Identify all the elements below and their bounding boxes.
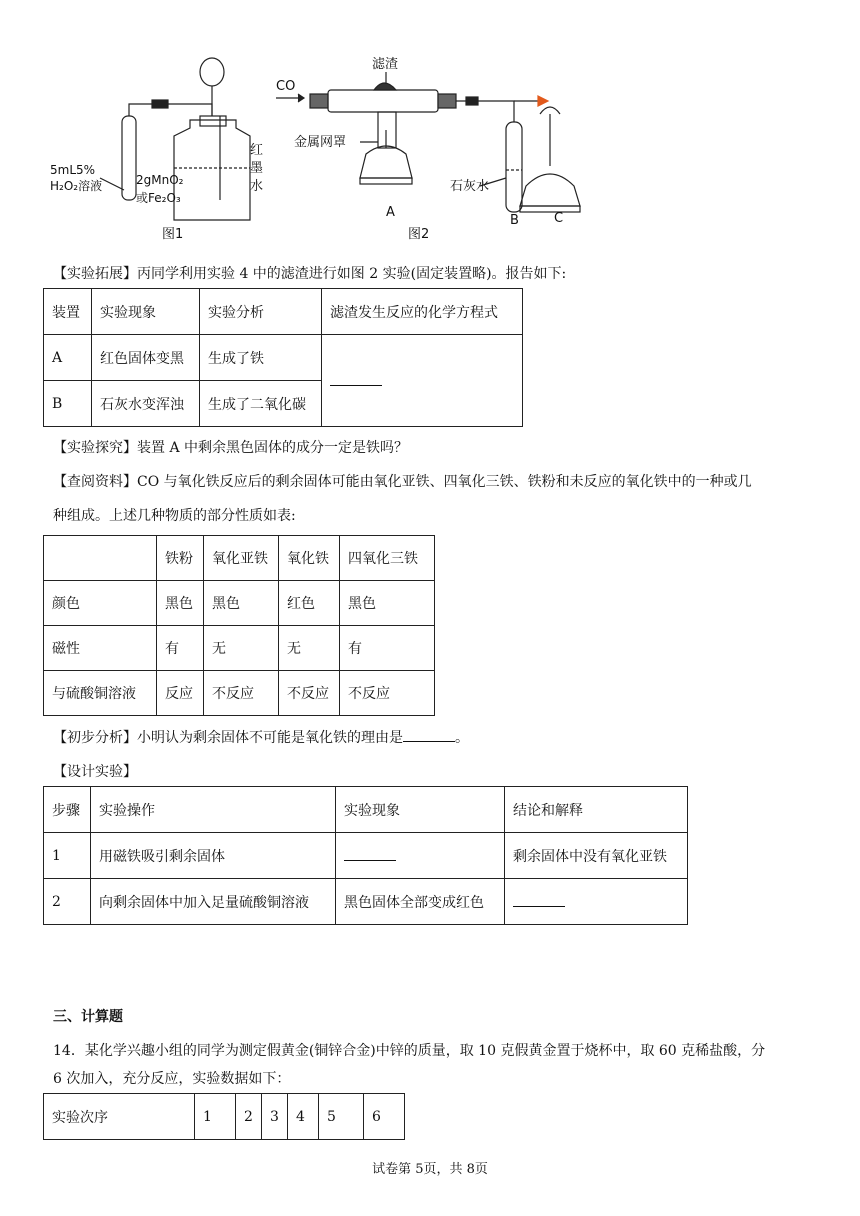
table3-header: 结论和解释 [505, 787, 688, 833]
section-heading: 三、计算题 [53, 1009, 123, 1025]
table2-cell: 不反应 [204, 671, 279, 716]
table2-cell: 无 [279, 626, 340, 671]
answer-blank[interactable] [344, 846, 396, 861]
table2-cell: 黑色 [204, 581, 279, 626]
metal-mesh-cover [378, 112, 396, 148]
table3-header: 实验操作 [91, 787, 336, 833]
separatory-funnel [200, 58, 224, 86]
question-14-line-2: 6 次加入，充分反应，实验数据如下： [53, 1071, 291, 1087]
stopper-left [310, 94, 328, 108]
table3-conclusion: 剩余固体中没有氧化亚铁 [505, 833, 688, 879]
table2-cell: 红色 [279, 581, 340, 626]
table1-cell: 生成了铁 [200, 335, 322, 381]
test-tube-h2o2 [122, 116, 136, 200]
table1-header: 实验现象 [92, 289, 200, 335]
table1-cell: 石灰水变浑浊 [92, 381, 200, 427]
question-14-line-1: 14．某化学兴趣小组的同学为测定假黄金(铜锌合金)中锌的质量，取 10 克假黄金置于烧杯中，取 60 克稀盐酸，分 [53, 1043, 766, 1059]
page-footer: 试卷第 5页，共 8页 [372, 1162, 488, 1177]
table3-operation: 向剩余固体中加入足量硫酸铜溶液 [91, 879, 336, 925]
test-tube-limewater [506, 122, 522, 212]
table1-cell: A [44, 335, 92, 381]
table2-cell: 反应 [157, 671, 204, 716]
wide-mouth-bottle [174, 120, 250, 220]
table2-cell: 有 [340, 626, 435, 671]
label-red-ink-2: 墨 [250, 161, 264, 176]
label-mno2: 2gMnO₂ [136, 173, 184, 187]
fig1-caption: 图1 [162, 227, 184, 242]
alcohol-lamp-c [520, 174, 580, 206]
table3-phenomenon [336, 833, 505, 879]
label-mesh: 金属网罩 [294, 135, 347, 150]
label-c: C [554, 211, 564, 226]
table2-header: 四氧化三铁 [340, 536, 435, 581]
table2-cell: 不反应 [279, 671, 340, 716]
table2-cell: 颜色 [44, 581, 157, 626]
table1-header: 实验分析 [200, 289, 322, 335]
table1-header: 装置 [44, 289, 92, 335]
table2-cell: 有 [157, 626, 204, 671]
expansion-paragraph: 【实验拓展】丙同学利用实验 4 中的滤渣进行如图 2 实验(固定装置略)。报告如下: [53, 266, 567, 282]
answer-blank[interactable] [330, 371, 382, 386]
table2-header: 氧化亚铁 [204, 536, 279, 581]
design-table [43, 786, 688, 925]
table2-cell: 黑色 [340, 581, 435, 626]
hard-glass-tube [328, 90, 438, 112]
table1-cell: B [44, 381, 92, 427]
label-fe2o3: 或Fe₂O₃ [136, 191, 181, 205]
table2-cell: 无 [204, 626, 279, 671]
alcohol-lamp-a [360, 146, 412, 178]
report-table [43, 288, 523, 427]
label-a: A [386, 205, 395, 220]
table3-step: 1 [44, 833, 91, 879]
table4-cell: 5 [319, 1094, 364, 1140]
table3-conclusion [505, 879, 688, 925]
answer-blank[interactable] [513, 892, 565, 907]
reference-line-2: 种组成。上述几种物质的部分性质如表: [53, 508, 296, 524]
table2-header: 氧化铁 [279, 536, 340, 581]
table3-phenomenon: 黑色固体全部变成红色 [336, 879, 505, 925]
fig2-caption: 图2 [408, 227, 430, 242]
table3-operation: 用磁铁吸引剩余固体 [91, 833, 336, 879]
table2-cell: 与硫酸铜溶液 [44, 671, 157, 716]
table3-header: 实验现象 [336, 787, 505, 833]
answer-blank[interactable] [403, 727, 455, 742]
table1-header: 滤渣发生反应的化学方程式 [322, 289, 523, 335]
table2-cell: 不反应 [340, 671, 435, 716]
table4-cell: 1 [195, 1094, 236, 1140]
label-b: B [510, 213, 519, 228]
properties-table [43, 535, 435, 716]
table1-cell: 生成了二氧化碳 [200, 381, 322, 427]
stopper-right [438, 94, 456, 108]
table3-step: 2 [44, 879, 91, 925]
label-residue: 滤渣 [372, 57, 399, 72]
reference-line-1: 【查阅资料】CO 与氧化铁反应后的剩余固体可能由氧化亚铁、四氧化三铁、铁粉和未反应的氧化铁中的一种或几 [53, 474, 752, 490]
label-h2o2-b: H₂O₂溶液 [50, 179, 103, 193]
table4-cell: 4 [288, 1094, 319, 1140]
rubber-connector [152, 100, 168, 108]
table4-header: 实验次序 [44, 1094, 195, 1140]
table2-cell: 磁性 [44, 626, 157, 671]
label-co: CO [276, 79, 296, 94]
residue-pile [374, 83, 396, 90]
inquiry-paragraph: 【实验探究】装置 A 中剩余黑色固体的成分一定是铁吗？ [53, 440, 409, 456]
table4-cell: 2 [236, 1094, 262, 1140]
label-limewater: 石灰水 [450, 179, 490, 194]
analysis-text: 【初步分析】小明认为剩余固体不可能是氧化铁的理由是 [53, 730, 403, 746]
analysis-end: 。 [455, 730, 469, 746]
table2-header: 铁粉 [157, 536, 204, 581]
apparatus-figure [40, 50, 564, 250]
bottle-stopper [200, 116, 226, 126]
table3-header: 步骤 [44, 787, 91, 833]
equation-answer-cell [322, 335, 523, 427]
design-heading: 【设计实验】 [53, 764, 137, 780]
analysis-paragraph [53, 727, 813, 749]
experiment-data-table [43, 1093, 405, 1140]
label-red-ink-1: 红 [250, 143, 264, 158]
table1-cell: 红色固体变黑 [92, 335, 200, 381]
flame-icon [538, 96, 548, 106]
label-h2o2-a: 5mL5% [50, 163, 96, 177]
table4-cell: 3 [262, 1094, 288, 1140]
table2-header [44, 536, 157, 581]
table2-cell: 黑色 [157, 581, 204, 626]
label-red-ink-3: 水 [250, 179, 264, 194]
table4-cell: 6 [364, 1094, 405, 1140]
